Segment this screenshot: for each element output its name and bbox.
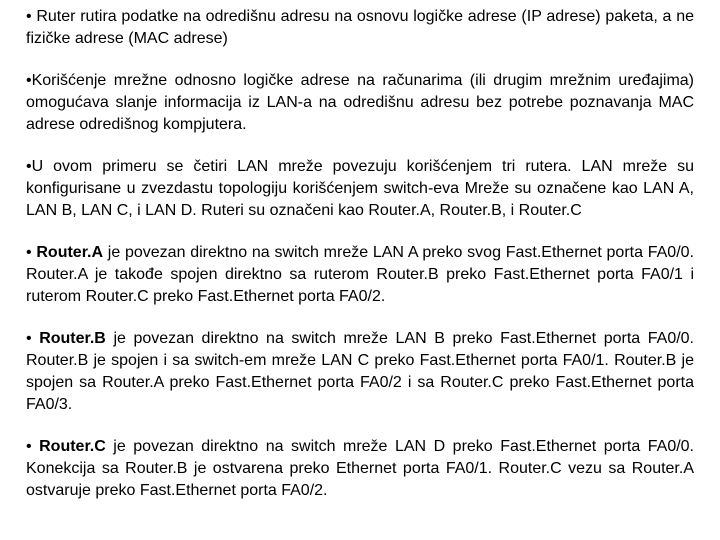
paragraph-primer-topologija bbox=[26, 156, 694, 222]
paragraph-text: • Ruter rutira podatke na odredišnu adresu na osnovu logičke adrese (IP adrese) paketa, a ne fizičke adrese (MAC adrese) bbox=[26, 8, 694, 47]
router-b-label: Router.B bbox=[39, 330, 106, 347]
bullet: • bbox=[26, 438, 40, 455]
paragraph-router-b bbox=[26, 328, 694, 416]
paragraph-router-a bbox=[26, 242, 694, 308]
bullet: • bbox=[26, 330, 40, 347]
router-c-label: Router.C bbox=[39, 438, 106, 455]
router-a-label: Router.A bbox=[36, 244, 104, 261]
paragraph-text: •U ovom primeru se četiri LAN mreže povezuju korišćenjem tri rutera. LAN mreže su konfigurisane u zvezdastu topologiju korišćenjem switch-eva Mreže su označene kao LAN A, LAN B, LAN C, i LAN D. Ruteri su označeni kao Router.A, Router.B, i Router.C bbox=[26, 158, 694, 219]
paragraph-router-c bbox=[26, 436, 694, 502]
paragraph-logicke-adrese bbox=[26, 70, 694, 136]
bullet: • bbox=[26, 244, 37, 261]
paragraph-text: je povezan direktno na switch mreže LAN A preko svog Fast.Ethernet porta FA0/0. Router.A je takođe spojen direktno sa ruterom Router.B preko Fast.Ethernet porta FA0/1 i ruterom Router.C preko Fast.Ethernet porta FA0/2. bbox=[26, 244, 694, 305]
paragraph-text: je povezan direktno na switch mreže LAN D preko Fast.Ethernet porta FA0/0. Konekcija sa Router.B je ostvarena preko Ethernet porta FA0/1. Router.C vezu sa Router.A ostvaruje preko Fast.Ethernet porta FA0/2. bbox=[26, 438, 695, 499]
paragraph-text: •Korišćenje mrežne odnosno logičke adrese na računarima (ili drugim mrežnim uređajima) omogućava slanje informacija iz LAN-a na odredišnu adresu bez potrebe poznavanja MAC adrese odredišnog kompjutera. bbox=[26, 72, 694, 133]
paragraph-text: je povezan direktno na switch mreže LAN B preko Fast.Ethernet porta FA0/0. Router.B je spojen i sa switch-em mreže LAN C preko Fast.Ethernet porta FA0/1. Router.B je spojen sa Router.A preko Fast.Ethernet porta FA0/2 i sa Router.C preko Fast.Ethernet porta FA0/3. bbox=[26, 330, 695, 413]
paragraph-ruter-rutira bbox=[26, 6, 694, 50]
slide-content bbox=[26, 6, 694, 522]
